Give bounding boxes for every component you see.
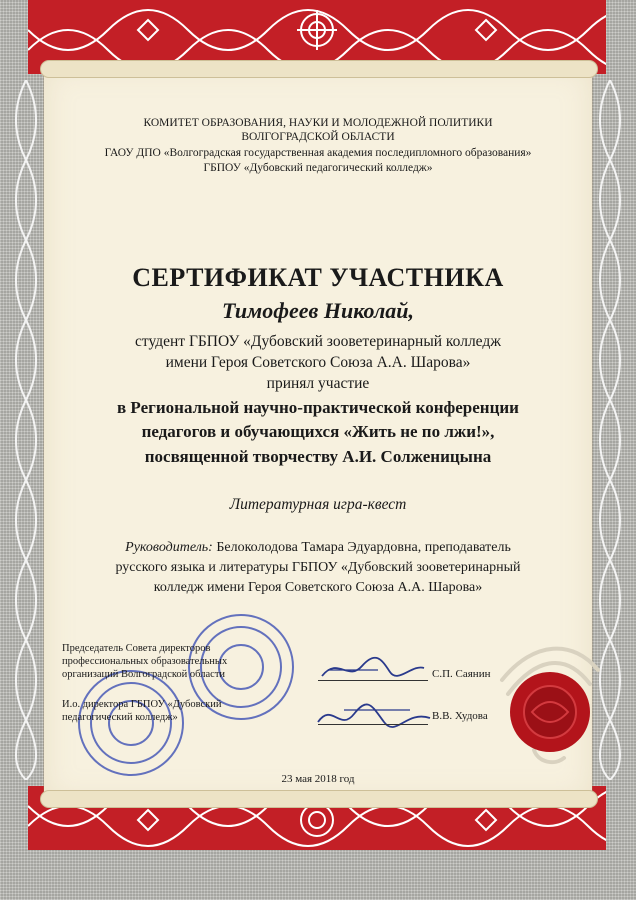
signature-line-2 [318, 724, 428, 725]
scroll-curl-bottom [40, 790, 598, 808]
wax-seal-icon [494, 640, 606, 770]
left-vine-ornament-icon [4, 80, 48, 780]
event-name-line3: посвященной творчеству А.И. Солженицына [144, 447, 492, 466]
signatory-name-1: С.П. Саянин [432, 668, 491, 680]
section-name: Литературная игра-квест [229, 496, 407, 513]
event-name-line1: в Региональной научно-практической конференции [117, 398, 519, 417]
signatory-role-1: Председатель Совета директоров профессиональных образовательных организаций Волгоградской области [62, 643, 228, 680]
recipient-status-line1: студент ГБПОУ «Дубовский зооветеринарный колледж [135, 333, 501, 350]
supervisor-label: Руководитель: [125, 540, 213, 555]
header-college: ГБПОУ «Дубовский педагогический колледж» [203, 162, 433, 174]
signature-2-icon [314, 700, 434, 734]
supervisor-line3: колледж имени Героя Советского Союза А.А. Шарова» [153, 580, 483, 595]
signature-line-1 [318, 680, 428, 681]
header-region: ВОЛГОГРАДСКОЙ ОБЛАСТИ [241, 131, 395, 143]
supervisor-line1 [60, 540, 576, 556]
participation-text: принял участие [266, 375, 370, 392]
certificate-title: СЕРТИФИКАТ УЧАСТНИКА [132, 263, 504, 292]
recipient-name: Тимофеев Николай, [222, 298, 414, 323]
scroll-curl-top [40, 60, 598, 78]
signatory-role-2: И.о. директора ГБПОУ «Дубовский педагогический колледж» [62, 699, 222, 723]
supervisor-name: Белоколодова Тамара Эдуардовна, преподаватель [212, 540, 511, 555]
header-committee: КОМИТЕТ ОБРАЗОВАНИЯ, НАУКИ И МОЛОДЕЖНОЙ ПОЛИТИКИ [143, 117, 493, 129]
header-academy: ГАОУ ДПО «Волгоградская государственная академия последипломного образования» [104, 147, 532, 159]
event-name-line2: педагогов и обучающихся «Жить не по лжи!», [141, 422, 495, 441]
issue-date: 23 мая 2018 год [281, 773, 355, 785]
signatory-name-2: В.В. Худова [432, 710, 488, 722]
recipient-status-line2: имени Героя Советского Союза А.А. Шарова» [165, 354, 471, 371]
supervisor-line2: русского языка и литературы ГБПОУ «Дубовский зооветеринарный [115, 560, 521, 575]
